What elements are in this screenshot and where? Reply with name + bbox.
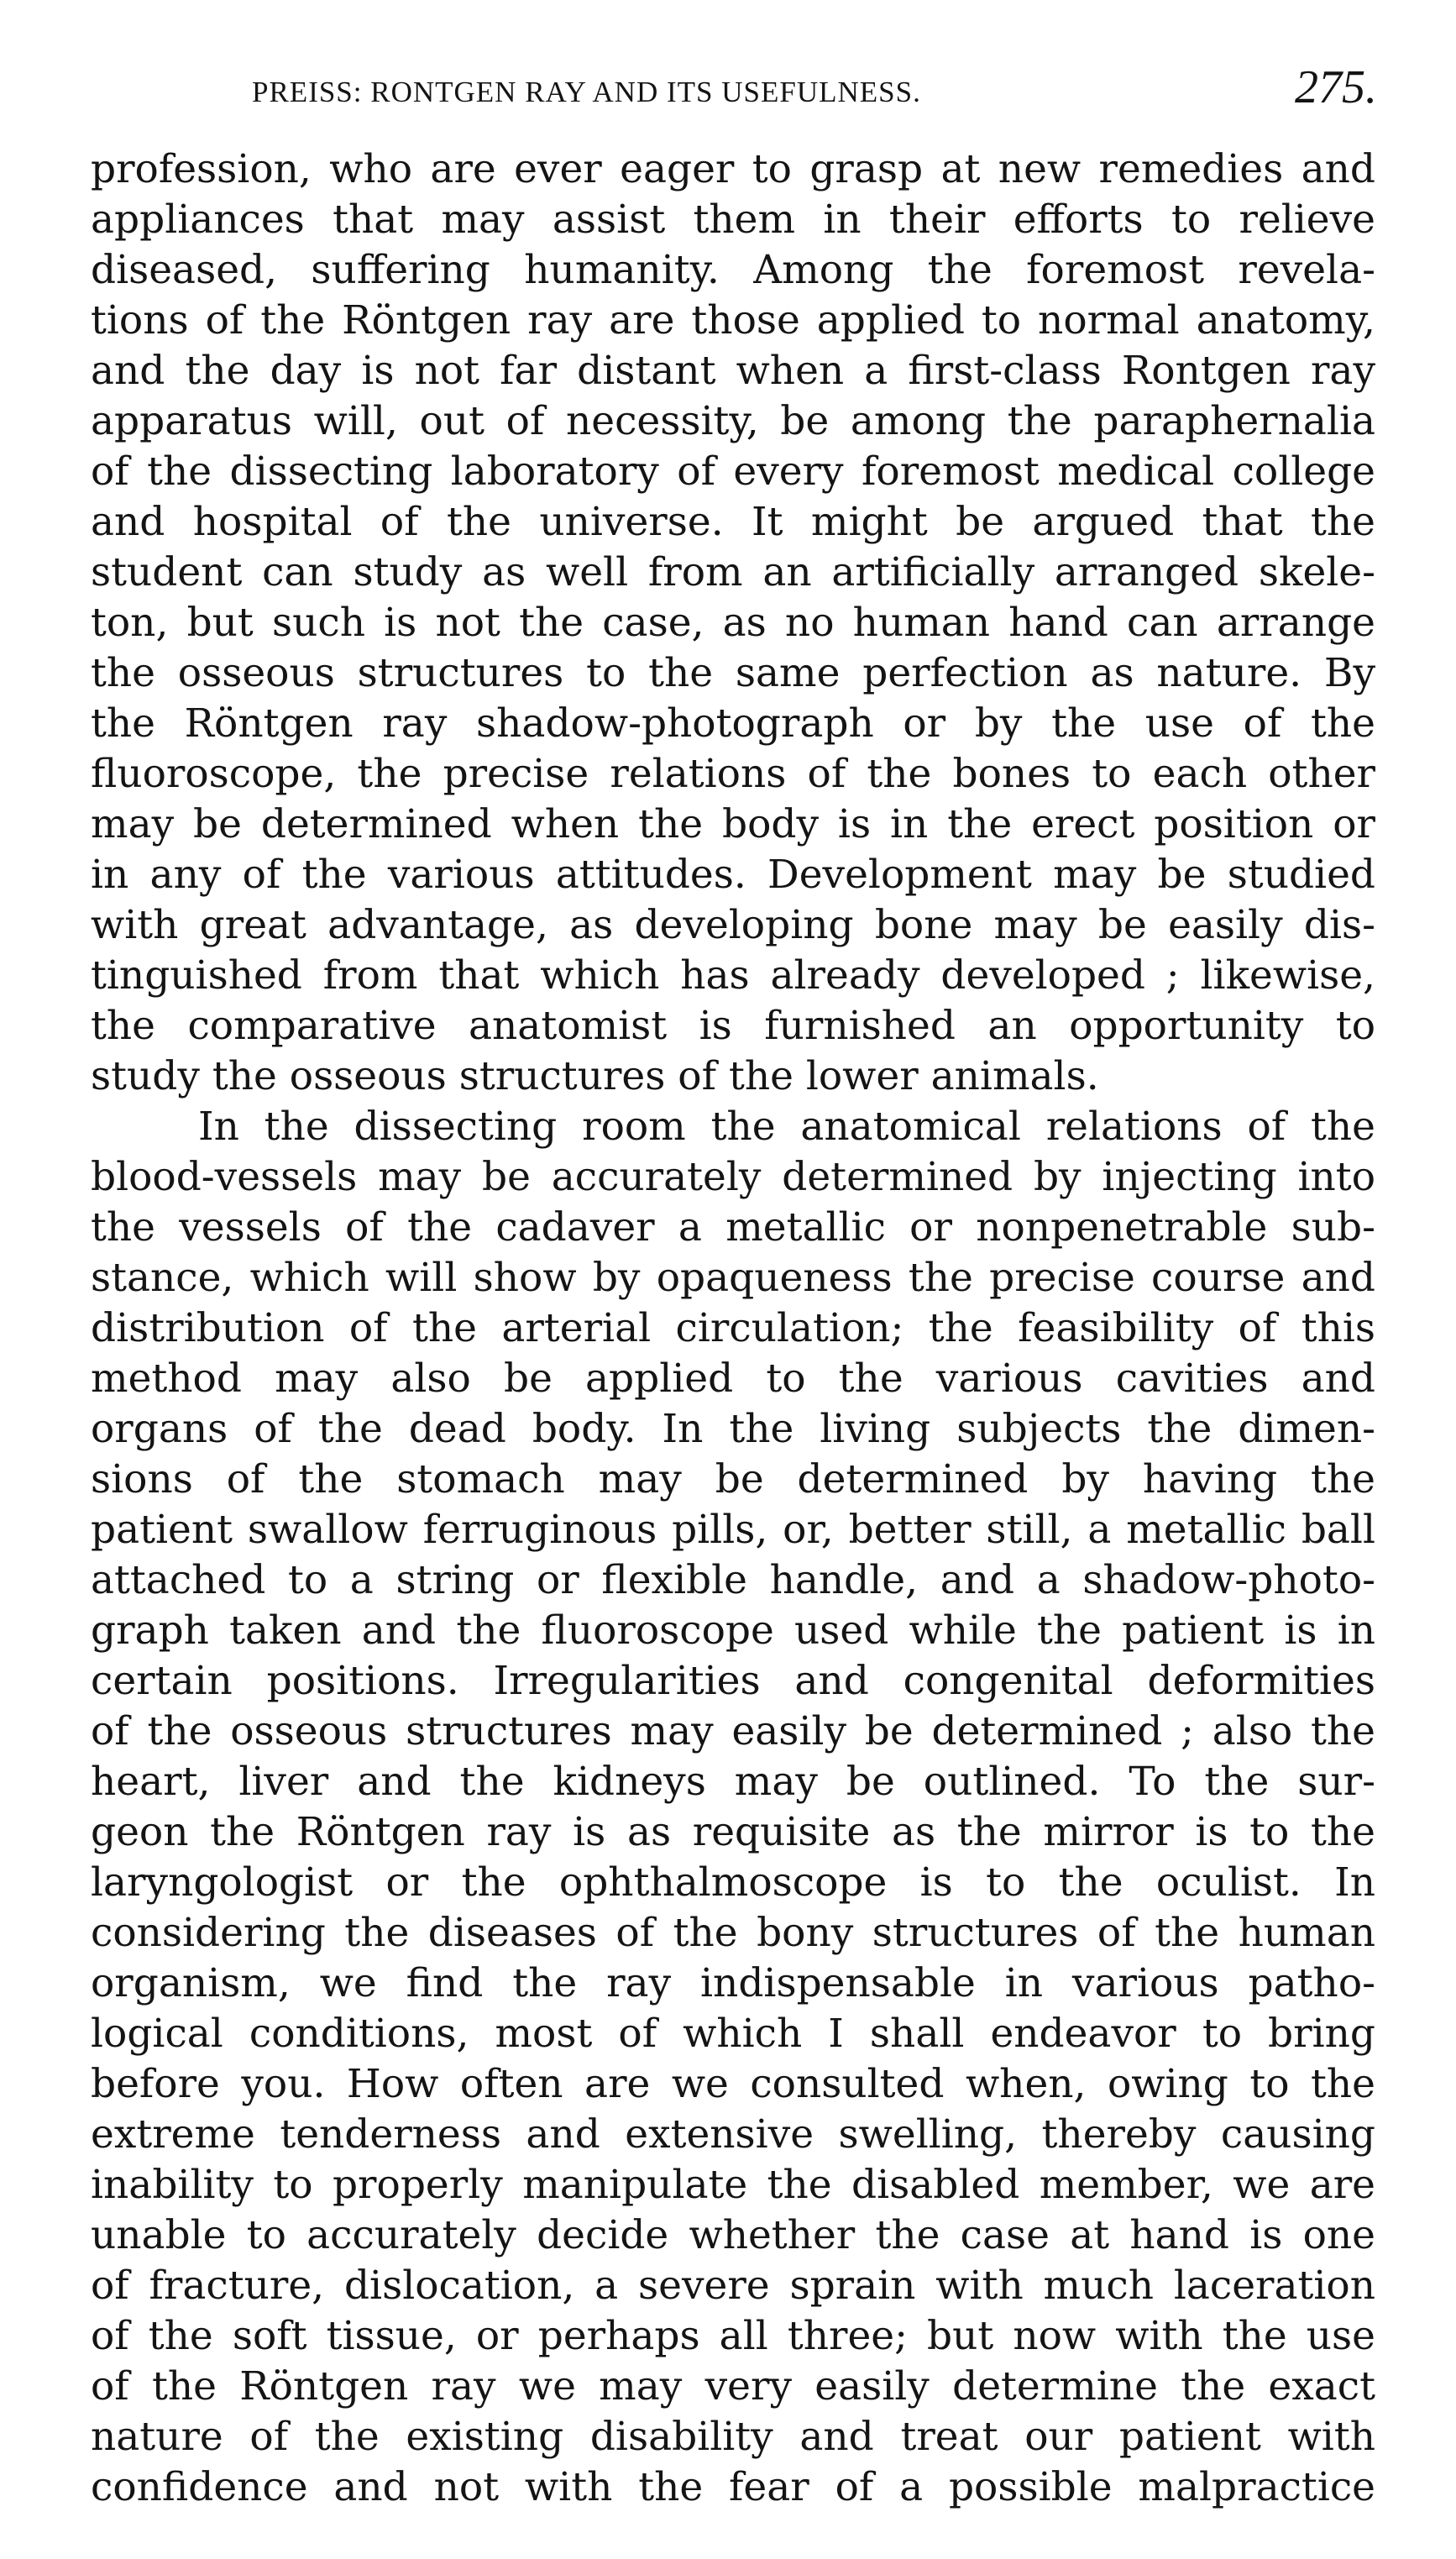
text-line: the comparative anatomist is furnished an opportunity to xyxy=(91,1003,1375,1049)
text-line: considering the diseases of the bony structures of the human xyxy=(91,1910,1375,1956)
text-line: and hospital of the universe. It might be argued that the xyxy=(91,499,1375,545)
text-line: in any of the various attitudes. Development may be studied xyxy=(91,852,1375,898)
body-text xyxy=(91,144,1375,2513)
text-line: appliances that may assist them in their efforts to relieve xyxy=(91,197,1375,243)
text-line: the vessels of the cadaver a metallic or nonpenetrable sub- xyxy=(91,1204,1375,1251)
text-line: certain positions. Irregularities and congenital deformities xyxy=(91,1658,1375,1704)
running-title: PREISS: RONTGEN RAY AND ITS USEFULNESS. xyxy=(252,76,921,108)
text-line: blood-vessels may be accurately determined by injecting into xyxy=(91,1154,1375,1200)
text-line: graph taken and the fluoroscope used while the patient is in xyxy=(91,1607,1375,1654)
text-line: of the Röntgen ray we may very easily determine the exact xyxy=(91,2363,1375,2410)
text-line: heart, liver and the kidneys may be outlined. To the sur- xyxy=(91,1759,1375,1805)
text-line: tions of the Röntgen ray are those applied to normal anatomy, xyxy=(91,297,1375,343)
text-line: the Röntgen ray shadow-photograph or by the use of the xyxy=(91,700,1375,747)
text-line: apparatus will, out of necessity, be among the paraphernalia xyxy=(91,398,1375,444)
text-line: before you. How often are we consulted when, owing to the xyxy=(91,2061,1375,2107)
text-line: of fracture, dislocation, a severe sprain with much laceration xyxy=(91,2263,1375,2309)
text-line: extreme tenderness and extensive swelling, thereby causing xyxy=(91,2111,1375,2158)
text-line: of the soft tissue, or perhaps all three; but now with the use xyxy=(91,2313,1375,2359)
text-line: distribution of the arterial circulation; the feasibility of this xyxy=(91,1305,1375,1351)
text-line: of the osseous structures may easily be determined ; also the xyxy=(91,1708,1375,1754)
text-line: geon the Röntgen ray is as requisite as the mirror is to the xyxy=(91,1809,1375,1855)
text-line: unable to accurately decide whether the case at hand is one xyxy=(91,2212,1375,2258)
text-line: logical conditions, most of which I shall endeavor to bring xyxy=(91,2011,1375,2057)
text-line: laryngologist or the ophthalmoscope is to the oculist. In xyxy=(91,1859,1375,1906)
text-line: tinguished from that which has already developed ; likewise, xyxy=(91,952,1375,999)
paragraph-start-line: In the dissecting room the anatomical relations of the xyxy=(198,1104,1375,1150)
paragraph-end-line: study the osseous structures of the lower animals. xyxy=(91,1053,1099,1099)
text-line: nature of the existing disability and treat our patient with xyxy=(91,2414,1375,2460)
page-number: 275. xyxy=(1295,61,1377,113)
text-line: method may also be applied to the various cavities and xyxy=(91,1356,1375,1402)
text-line: organs of the dead body. In the living subjects the dimen- xyxy=(91,1406,1375,1452)
text-line: inability to properly manipulate the disabled member, we are xyxy=(91,2162,1375,2208)
text-line: attached to a string or flexible handle, and a shadow-photo- xyxy=(91,1557,1375,1603)
text-line: the osseous structures to the same perfection as nature. By xyxy=(91,650,1375,696)
text-line: and the day is not far distant when a first-class Rontgen ray xyxy=(91,348,1375,394)
text-line: may be determined when the body is in the erect position or xyxy=(91,801,1375,847)
text-line: student can study as well from an artificially arranged skele- xyxy=(91,549,1375,595)
text-line: confidence and not with the fear of a possible malpractice xyxy=(91,2464,1375,2510)
text-line: with great advantage, as developing bone may be easily dis- xyxy=(91,902,1375,948)
text-line: sions of the stomach may be determined by having the xyxy=(91,1456,1375,1502)
text-line: fluoroscope, the precise relations of the bones to each other xyxy=(91,751,1375,797)
text-line: stance, which will show by opaqueness the precise course and xyxy=(91,1255,1375,1301)
text-line: organism, we find the ray indispensable in various patho- xyxy=(91,1960,1375,2006)
text-line: ton, but such is not the case, as no human hand can arrange xyxy=(91,600,1375,646)
text-line: of the dissecting laboratory of every foremost medical college xyxy=(91,448,1375,495)
text-line: patient swallow ferruginous pills, or, better still, a metallic ball xyxy=(91,1507,1375,1553)
text-line: diseased, suffering humanity. Among the foremost revela- xyxy=(91,247,1375,293)
text-line: profession, who are ever eager to grasp at new remedies and xyxy=(91,146,1375,192)
running-head xyxy=(252,60,1377,128)
